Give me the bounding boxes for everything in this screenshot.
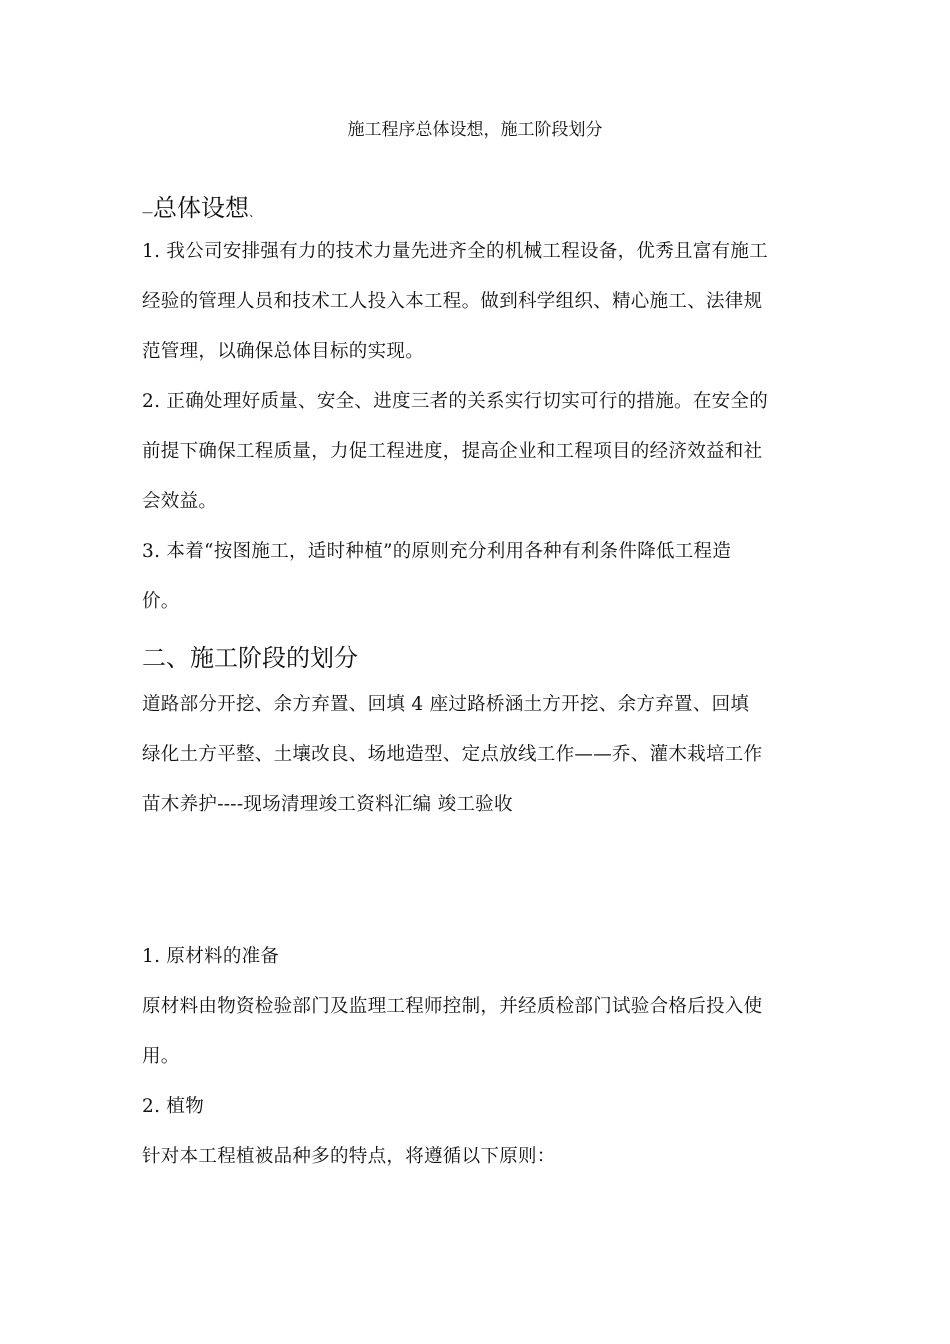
document-title: 施工程序总体设想，施工阶段划分: [347, 120, 603, 140]
paragraph-line: 绿化土方平整、土壤改良、场地造型、定点放线工作——乔、灌木栽培工作: [142, 744, 763, 765]
plants-heading: 2. 植物: [142, 1096, 205, 1117]
paragraph-line: 前提下确保工程质量，力促工程进度，提高企业和工程项目的经济效益和社: [142, 441, 763, 462]
paragraph-line: 价。: [142, 591, 180, 612]
material-prep-heading: 1. 原材料的准备: [142, 946, 280, 967]
paragraph-line: 2. 正确处理好质量、安全、进度三者的关系实行切实可行的措施。在安全的: [142, 391, 769, 412]
heading-prefix: —: [142, 206, 153, 219]
paragraph-line: 原材料由物资检验部门及监理工程师控制，并经质检部门试验合格后投入使: [142, 996, 763, 1017]
section-2-body: [142, 680, 818, 830]
section-1-heading: [142, 192, 818, 229]
material-prep-body: [142, 982, 818, 1082]
plants-body: 针对本工程植被品种多的特点，将遵循以下原则：: [142, 1146, 556, 1167]
paragraph-line: 范管理，以确保总体目标的实现。: [142, 341, 425, 362]
paragraph-line: 3. 本着“按图施工，适时种植”的原则充分利用各种有利条件降低工程造: [142, 541, 732, 562]
paragraph-line: 苗木养护----现场清理竣工资料汇编 竣工验收: [142, 794, 513, 815]
paragraph-line: 道路部分开挖、余方弃置、回填 4 座过路桥涵土方开挖、余方弃置、回填: [142, 694, 750, 715]
paragraph-line: 用。: [142, 1046, 180, 1067]
section-1-item-1: [142, 227, 818, 377]
paragraph-line: 1. 我公司安排强有力的技术力量先进齐全的机械工程设备，优秀且富有施工: [142, 241, 769, 262]
section-2-heading: 二、施工阶段的划分: [142, 644, 358, 672]
heading-text: 总体设想: [153, 194, 249, 222]
paragraph-line: 经验的管理人员和技术工人投入本工程。做到科学组织、精心施工、法律规: [142, 291, 763, 312]
paragraph-line: 会效益。: [142, 491, 218, 512]
section-1-item-3: [142, 527, 818, 627]
heading-suffix: 、: [249, 206, 260, 219]
section-1-item-2: [142, 377, 818, 527]
